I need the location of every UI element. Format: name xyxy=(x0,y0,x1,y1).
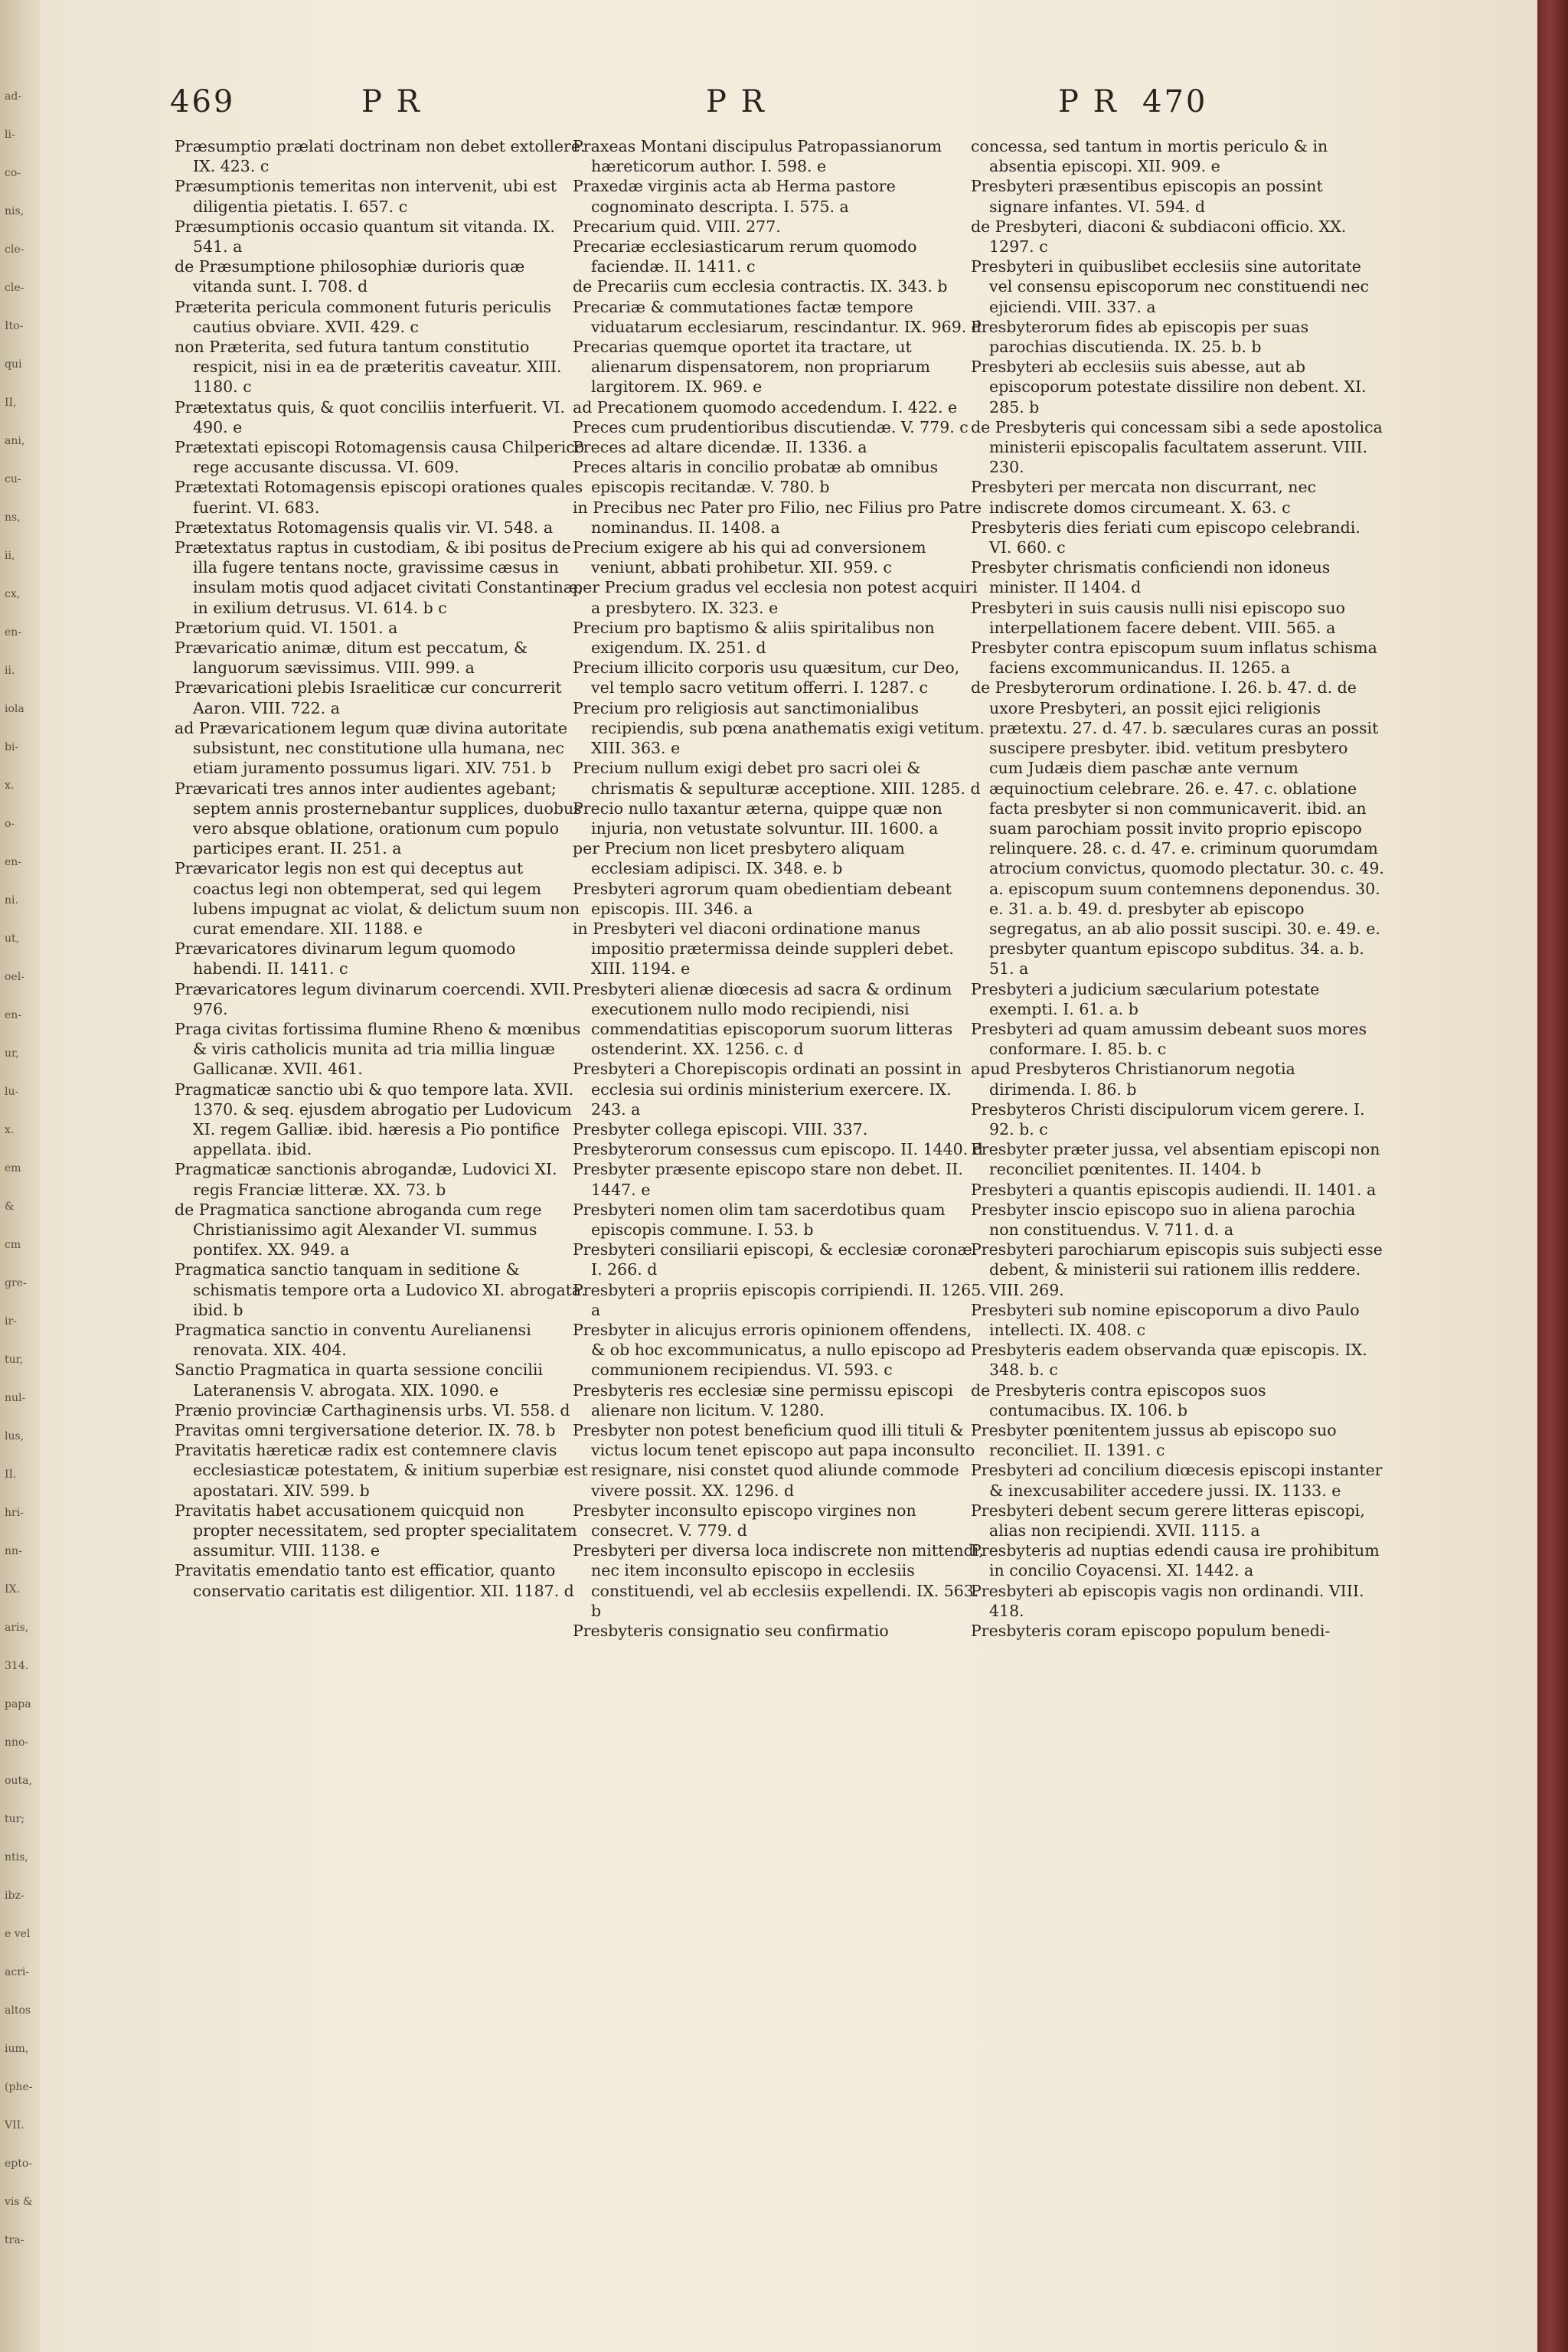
index-entry: Presbyteri præsentibus episcopis an possint signare infantes. VI. 594. d xyxy=(971,177,1323,216)
index-entry: Prævaricati tres annos inter audientes agebant; septem annis prosternebantur supplices, duobus vero absque oblatione, orationum cum populo participes erant. II. 251. a xyxy=(175,779,582,858)
index-entry: Prævaricatores divinarum legum quomodo habendi. II. 1411. c xyxy=(175,939,516,978)
margin-fragment: ut, xyxy=(5,933,20,945)
index-entry: Precio nullo taxantur æterna, quippe quæ non injuria, non vetustate solvuntur. III. 1600. a xyxy=(573,799,942,838)
index-entry: Presbyteris coram episcopo populum benedi- xyxy=(971,1622,1331,1641)
index-entry: de Pragmatica sanctione abroganda cum rege Christianissimo agit Alexander VI. summus pontifex. XX. 949. a xyxy=(175,1200,542,1259)
book-spine xyxy=(1537,0,1568,2352)
index-entry: Presbyteris dies feriati cum episcopo celebrandi. VI. 660. c xyxy=(971,518,1361,557)
margin-fragment: cm xyxy=(5,1239,21,1251)
index-entry: Presbyteri ad quam amussim debeant suos mores conformare. I. 85. b. c xyxy=(971,1019,1367,1059)
margin-fragment: en- xyxy=(5,856,22,868)
running-head-right: P R xyxy=(1058,84,1119,119)
index-entry: Praga civitas fortissima flumine Rheno & mœnibus & viris catholicis munita ad tria millia linguæ Gallicanæ. XVII. 461. xyxy=(175,1019,581,1079)
index-column-right xyxy=(971,136,1384,1641)
index-entry: Presbyteri ad concilium diœcesis episcopi instanter & inexcusabiliter accedere jussi. IX. 1133. e xyxy=(971,1461,1383,1500)
index-entry: Præterita pericula commonent futuris periculis cautius obviare. XVII. 429. c xyxy=(175,297,552,336)
index-entry: Sanctio Pragmatica in quarta sessione concilii Lateranensis V. abrogata. XIX. 1090. e xyxy=(175,1361,543,1400)
margin-fragment: outa, xyxy=(5,1775,32,1787)
margin-fragment: ur, xyxy=(5,1047,19,1060)
margin-fragment: cu- xyxy=(5,473,21,485)
margin-fragment: e vel xyxy=(5,1928,31,1940)
index-entry: Precariæ & commutationes factæ tempore viduatarum ecclesiarum, rescindantur. IX. 969. d xyxy=(573,297,982,336)
margin-fragment: ium, xyxy=(5,2043,29,2055)
margin-fragment: & xyxy=(5,1200,15,1213)
index-entry: Prætextatus raptus in custodiam, & ibi positus de illa fugere tentans nocte, gravissime cæsus in insulam motis quod adjacet civitati Constantinæ, in exilium detrusus. VI. 614. b c xyxy=(175,538,583,617)
index-entry: Pragmatica sanctio tanquam in seditione & schismatis tempore orta a Ludovico XI. abrogata. ibid. b xyxy=(175,1260,586,1319)
index-column-middle xyxy=(573,136,986,1641)
margin-fragment: tra- xyxy=(5,2234,24,2246)
index-entry: Pravitatis hæreticæ radix est contemnere clavis ecclesiasticæ potestatem, & initium superbiæ est apostatari. XIV. 599. b xyxy=(175,1441,588,1500)
index-entry: Precarium quid. VIII. 277. xyxy=(573,217,781,236)
margin-fragment: ad- xyxy=(5,90,22,103)
index-entry: Precarias quemque oportet ita tractare, ut alienarum dispensatorem, non propriarum largitorem. IX. 969. e xyxy=(573,338,930,397)
index-entry: Presbyter inconsulto episcopo virgines non consecret. V. 779. d xyxy=(573,1501,916,1540)
index-entry: Prætorium quid. VI. 1501. a xyxy=(175,618,398,637)
index-entry: Presbyteri in quibuslibet ecclesiis sine autoritate vel consensu episcoporum nec constituendi nec ejiciendi. VIII. 337. a xyxy=(971,257,1369,316)
index-entry: Presbyteri parochiarum episcopis suis subjecti esse debent, & ministerii sui rationem illis reddere. VIII. 269. xyxy=(971,1240,1383,1299)
index-entry: de Presbyteri, diaconi & subdiaconi officio. XX. 1297. c xyxy=(971,217,1347,256)
index-entry: Presbyter in alicujus erroris opinionem offendens, & ob hoc excommunicatus, a nullo episcopo ad communionem recipiendus. VI. 593. c xyxy=(573,1320,972,1380)
running-head-center: P R xyxy=(706,84,766,119)
index-entry: Pravitatis habet accusationem quicquid non propter necessitatem, sed propter specialitatem assumitur. VIII. 1138. e xyxy=(175,1501,577,1560)
margin-fragment: en- xyxy=(5,626,22,639)
index-entry: Praxeas Montani discipulus Patropassianorum hæreticorum author. I. 598. e xyxy=(573,137,942,176)
margin-fragment: II. xyxy=(5,1468,17,1481)
margin-fragment: lus, xyxy=(5,1430,24,1442)
index-entry: Prætextatus Rotomagensis qualis vir. VI. 548. a xyxy=(175,518,554,537)
margin-fragment: cle- xyxy=(5,243,24,256)
margin-fragment: bi- xyxy=(5,741,19,753)
dictionary-page xyxy=(40,0,1537,2352)
index-entry: Presbyteris eadem observanda quæ episcopis. IX. 348. b. c xyxy=(971,1341,1367,1380)
index-entry: Presbyter chrismatis conficiendi non idoneus minister. II 1404. d xyxy=(971,558,1331,597)
index-entry: Prævaricator legis non est qui deceptus aut coactus legi non obtemperat, sed qui legem lubens impugnat ac violat, & delictum suum non curat emendare. XII. 1188. e xyxy=(175,859,580,938)
margin-fragment: nul- xyxy=(5,1392,26,1404)
margin-fragment: ni. xyxy=(5,894,18,906)
index-entry: Presbyter pœnitentem jussus ab episcopo suo reconciliet. II. 1391. c xyxy=(971,1421,1337,1460)
index-entry: Presbyteri alienæ diœcesis ad sacra & ordinum executionem nullo modo recipiendi, nisi commendatitias episcoporum suorum litteras ostenderint. XX. 1256. c. d xyxy=(573,979,953,1059)
index-column-left xyxy=(175,136,588,1601)
index-entry: de Presbyterorum ordinatione. I. 26. b. 47. d. de uxore Presbyteri, an possit ejici religionis prætextu. 27. d. 47. b. sæculares curas an possit suscipere presbyter. ibid. vetitum presbytero cum Judæis diem paschæ ante vernum æquinoctium celebrare. 26. e. 47. c. oblatione facta presbyter si non communicaverit. ibid. an suam parochiam possit invito proprio episcopo relinquere. 28. c. d. 47. e. criminum quorumdam atrocium convictus, quomodo plectatur. 30. c. 49. a. episcopum suum contemnens deponendus. 30. e. 31. a. b. 49. d. presbyter ab episcopo segregatus, an ab alio possit suscipi. 30. e. 49. e. presbyter quantum episcopo subditus. 34. a. b. 51. a xyxy=(971,678,1384,978)
margin-fragment: hri- xyxy=(5,1507,24,1519)
index-entry: concessa, sed tantum in mortis periculo & in absentia episcopi. XII. 909. e xyxy=(971,137,1328,176)
index-entry: Prætextatus quis, & quot conciliis interfuerit. VI. 490. e xyxy=(175,397,566,436)
index-entry: Preces ad altare dicendæ. II. 1336. a xyxy=(573,438,867,457)
index-entry: Præsumptionis occasio quantum sit vitanda. IX. 541. a xyxy=(175,217,555,256)
margin-fragment: tur; xyxy=(5,1813,25,1825)
margin-fragment: ii. xyxy=(5,665,15,677)
index-entry: Prævaricatio animæ, ditum est peccatum, & languorum sævissimus. VIII. 999. a xyxy=(175,639,528,678)
index-entry: Pragmaticæ sanctio ubi & quo tempore lata. XVII. 1370. & seq. ejusdem abrogatio per Ludovicum XI. regem Galliæ. ibid. hæresis a Pio pontifice appellata. ibid. xyxy=(175,1080,574,1159)
index-entry: Presbyteris res ecclesiæ sine permissu episcopi alienare non licitum. V. 1280. xyxy=(573,1380,953,1419)
margin-fragment: cle- xyxy=(5,282,24,294)
margin-fragment: x. xyxy=(5,1124,15,1136)
index-entry: Presbyteri consiliarii episcopi, & ecclesiæ coronæ. I. 266. d xyxy=(573,1240,978,1279)
margin-fragment: gre- xyxy=(5,1277,27,1289)
index-entry: Presbyteri a judicium sæcularium potestate exempti. I. 61. a. b xyxy=(971,979,1320,1018)
index-entry: ad Prævaricationem legum quæ divina autoritate subsistunt, nec constitutione ulla humana, nec etiam juramento possumus ligari. XIV. 751. b xyxy=(175,718,568,778)
margin-fragment: Ito- xyxy=(5,320,24,332)
margin-fragment: qui xyxy=(5,358,22,371)
margin-fragment: li- xyxy=(5,129,15,141)
margin-fragment: en- xyxy=(5,1009,22,1021)
index-entry: Pravitatis emendatio tanto est efficatior, quanto conservatio caritatis est diligentior. XII. 1187. d xyxy=(175,1561,574,1600)
margin-fragment: ns, xyxy=(5,511,21,524)
margin-fragment: vis & xyxy=(5,2196,33,2208)
index-entry: Presbyteri a quantis episcopis audiendi. II. 1401. a xyxy=(971,1180,1377,1199)
index-entry: Presbyteri sub nomine episcoporum a divo Paulo intellecti. IX. 408. c xyxy=(971,1300,1360,1339)
running-head-left: P R xyxy=(361,84,422,119)
margin-fragment: nn- xyxy=(5,1545,22,1557)
index-entry: Praxedæ virginis acta ab Herma pastore cognominato descripta. I. 575. a xyxy=(573,177,896,216)
index-entry: Presbyteris ad nuptias edendi causa ire prohibitum in concilio Coyacensi. XI. 1442. a xyxy=(971,1541,1380,1580)
margin-fragment: x. xyxy=(5,779,15,792)
index-entry: Precium pro religiosis aut sanctimonialibus recipiendis, sub pœna anathematis exigi vetitum. XIII. 363. e xyxy=(573,698,985,758)
index-entry: Presbyteri agrorum quam obedientiam debeant episcopis. III. 346. a xyxy=(573,879,952,918)
margin-fragment: iola xyxy=(5,703,24,715)
index-entry: Presbyteri ab ecclesiis suis abesse, aut ab episcoporum potestate dissilire non debent. XI. 285. b xyxy=(971,358,1367,416)
index-entry: Presbyteri a propriis episcopis corripiendi. II. 1265. a xyxy=(573,1280,986,1319)
index-entry: Presbyter inscio episcopo suo in aliena parochia non constituendus. V. 711. d. a xyxy=(971,1200,1356,1239)
index-entry: Prætextati episcopi Rotomagensis causa Chilperico rege accusante discussa. VI. 609. xyxy=(175,438,585,477)
index-entry: Presbyteri ab episcopis vagis non ordinandi. VIII. 418. xyxy=(971,1581,1364,1620)
index-entry: Prætextati Rotomagensis episcopi orationes quales fuerint. VI. 683. xyxy=(175,478,583,517)
index-entry: Presbyteri debent secum gerere litteras episcopi, alias non recipiendi. XVII. 1115. a xyxy=(971,1501,1365,1540)
index-entry: Presbyter præter jussa, vel absentiam episcopi non reconciliet pœnitentes. II. 1404. b xyxy=(971,1140,1380,1179)
margin-fragment: ir- xyxy=(5,1315,17,1328)
margin-fragment: VII. xyxy=(5,2119,24,2132)
margin-fragment: lu- xyxy=(5,1086,19,1098)
margin-fragment: epto- xyxy=(5,2158,33,2170)
margin-fragment: ntis, xyxy=(5,1851,28,1864)
index-entry: Precium illicito corporis usu quæsitum, cur Deo, vel templo sacro vetitum offerri. I. 1287. c xyxy=(573,658,960,697)
index-entry: Precium exigere ab his qui ad conversionem veniunt, abbati prohibetur. XII. 959. c xyxy=(573,538,926,577)
index-entry: Precium nullum exigi debet pro sacri olei & chrismatis & sepulturæ acceptione. XIII. 1285. d xyxy=(573,759,981,798)
margin-fragment: em xyxy=(5,1162,21,1174)
index-entry: Presbyteri in suis causis nulli nisi episcopo suo interpellationem facere debent. VIII. 565. a xyxy=(971,598,1345,637)
index-entry: de Presbyteris qui concessam sibi a sede apostolica ministerii episcopalis facultatem asserunt. VIII. 230. xyxy=(971,417,1383,477)
index-entry: de Presbyteris contra episcopos suos contumacibus. IX. 106. b xyxy=(971,1380,1266,1419)
index-entry: de Præsumptione philosophiæ durioris quæ vitanda sunt. I. 708. d xyxy=(175,257,525,296)
margin-fragment: aris, xyxy=(5,1622,29,1634)
index-entry: Presbyteri per mercata non discurrant, nec indiscrete domos circumeant. X. 63. c xyxy=(971,478,1317,517)
margin-fragment: II, xyxy=(5,397,17,409)
index-entry: per Precium gradus vel ecclesia non potest acquiri a presbytero. IX. 323. e xyxy=(573,578,978,617)
index-entry: Presbyter collega episcopi. VIII. 337. xyxy=(573,1119,868,1138)
margin-fragment: oel- xyxy=(5,971,24,983)
margin-fragment: IX. xyxy=(5,1583,20,1596)
index-entry: Pragmatica sanctio in conventu Aurelianensi renovata. XIX. 404. xyxy=(175,1320,531,1360)
right-page-number: 470 xyxy=(1142,84,1208,119)
index-entry: Preces altaris in concilio probatæ ab omnibus episcopis recitandæ. V. 780. b xyxy=(573,458,939,497)
margin-fragment: cx, xyxy=(5,588,21,600)
margin-fragment: altos xyxy=(5,2004,31,2017)
index-entry: Precariæ ecclesiasticarum rerum quomodo faciendæ. II. 1411. c xyxy=(573,237,917,276)
margin-fragment: ani, xyxy=(5,435,25,447)
index-entry: Presbyteri per diversa loca indiscrete non mittendi, nec item inconsulto episcopo in ecclesiis constituendi, vel ab ecclesiis expellendi. IX. 563. b xyxy=(573,1541,984,1620)
margin-fragment: papa xyxy=(5,1698,31,1710)
margin-fragment: nis, xyxy=(5,205,24,217)
index-entry: Prævaricatores legum divinarum coercendi. XVII. 976. xyxy=(175,979,570,1018)
left-page-number: 469 xyxy=(170,84,236,119)
margin-fragment: ibz- xyxy=(5,1890,24,1902)
margin-fragment: acri- xyxy=(5,1966,30,1978)
margin-fragment: ii, xyxy=(5,550,15,562)
index-entry: apud Presbyteros Christianorum negotia dirimenda. I. 86. b xyxy=(971,1060,1295,1099)
index-entry: Presbyter non potest beneficium quod illi tituli & victus locum tenet episcopo aut papa inconsulto resignare, nisi constet quod aliunde commode vivere possit. XX. 1296. d xyxy=(573,1421,975,1500)
index-entry: Presbyteris consignatio seu confirmatio xyxy=(573,1622,889,1641)
index-entry: Precium pro baptismo & aliis spiritalibus non exigendum. IX. 251. d xyxy=(573,618,935,658)
index-entry: in Presbyteri vel diaconi ordinatione manus impositio prætermissa deinde suppleri debet. XIII. 1194. e xyxy=(573,919,954,978)
index-entry: Presbyterorum fides ab episcopis per suas parochias discutienda. IX. 25. b. b xyxy=(971,317,1309,357)
margin-fragment: 314. xyxy=(5,1660,29,1672)
index-entry: per Precium non licet presbytero aliquam ecclesiam adipisci. IX. 348. e. b xyxy=(573,839,905,878)
index-entry: Presbyterorum consessus cum episcopo. II. 1440. d xyxy=(573,1140,983,1159)
index-entry: non Præterita, sed futura tantum constitutio respicit, nisi in ea de præteritis caveatur. XIII. 1180. c xyxy=(175,338,562,397)
margin-fragment: (phe- xyxy=(5,2081,33,2093)
margin-fragment: co- xyxy=(5,167,21,179)
index-entry: de Precariis cum ecclesia contractis. IX. 343. b xyxy=(573,277,948,296)
margin-fragment: tur, xyxy=(5,1354,24,1366)
index-entry: Presbyteri nomen olim tam sacerdotibus quam episcopis commune. I. 53. b xyxy=(573,1200,946,1239)
index-entry: Prænio provinciæ Carthaginensis urbs. VI. 558. d xyxy=(175,1400,570,1419)
adjacent-page-margin xyxy=(0,0,41,2352)
index-entry: Presbyteri a Chorepiscopis ordinati an possint in ecclesia sui ordinis ministerium exercere. IX. 243. a xyxy=(573,1060,962,1119)
margin-fragment: o- xyxy=(5,818,15,830)
index-entry: Præsumptio prælati doctrinam non debet extollere. IX. 423. c xyxy=(175,137,586,176)
index-entry: Presbyter contra episcopum suum inflatus schisma faciens excommunicandus. II. 1265. a xyxy=(971,639,1377,678)
index-entry: Præsumptionis temeritas non intervenit, ubi est diligentia pietatis. I. 657. c xyxy=(175,177,557,216)
index-entry: in Precibus nec Pater pro Filio, nec Filius pro Patre nominandus. II. 1408. a xyxy=(573,498,982,537)
index-entry: Pravitas omni tergiversatione deterior. IX. 78. b xyxy=(175,1421,556,1439)
index-entry: Presbyteros Christi discipulorum vicem gerere. I. 92. b. c xyxy=(971,1099,1365,1138)
index-entry: Prævaricationi plebis Israeliticæ cur concurrerit Aaron. VIII. 722. a xyxy=(175,678,562,717)
index-entry: ad Precationem quomodo accedendum. I. 422. e xyxy=(573,397,958,416)
index-entry: Preces cum prudentioribus discutiendæ. V. 779. c xyxy=(573,417,969,436)
index-entry: Presbyter præsente episcopo stare non debet. II. 1447. e xyxy=(573,1160,963,1199)
margin-fragment: nno- xyxy=(5,1736,29,1749)
index-entry: Pragmaticæ sanctionis abrogandæ, Ludovici XI. regis Franciæ litteræ. XX. 73. b xyxy=(175,1160,557,1199)
